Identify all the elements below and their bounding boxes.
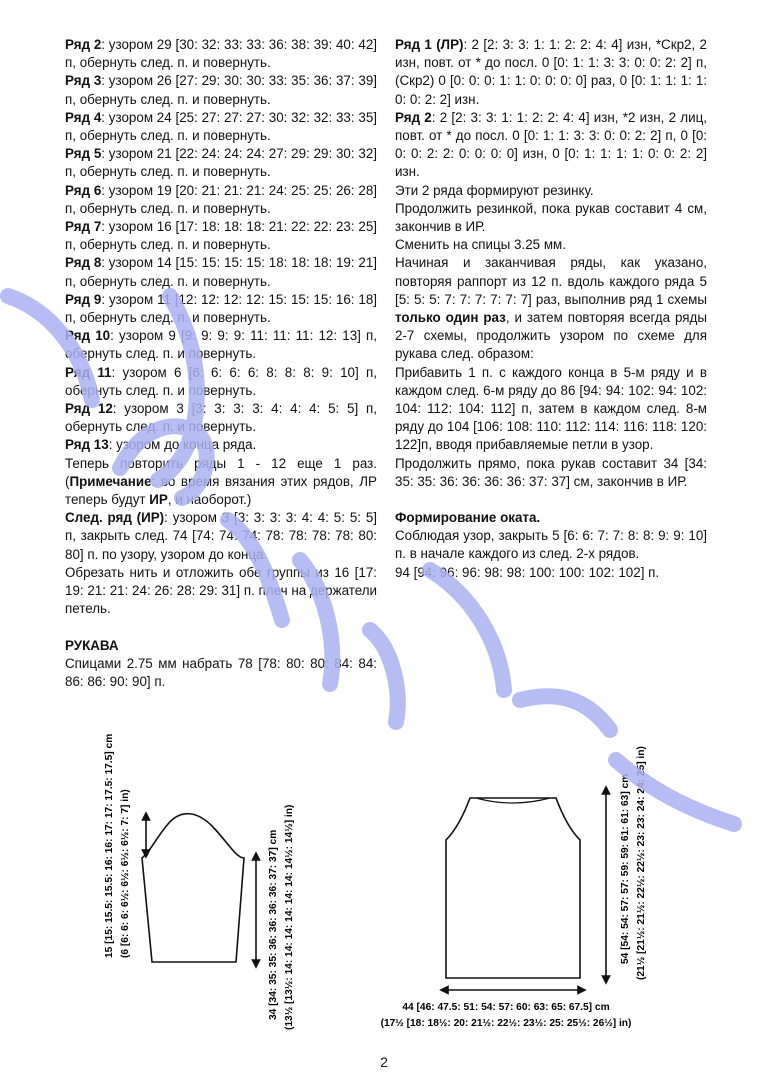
cap-title: Формирование оката. bbox=[395, 510, 541, 526]
row-13: Ряд 13: узором до конца ряда. bbox=[65, 437, 257, 453]
sleeve-outline bbox=[142, 814, 244, 962]
increase-instructions: Прибавить 1 п. с каждого конца в 5-м ряду и в каждом след. 6-м ряду до 86 [94: 94: 102: 94: 102: 104: 112: 104: 112] п, затем в каждом след. 8-м ряду до 104 [106: 108: 110: 112: 114: 116: 118: 120: 122]п, вводя прибавляемые петли в узор. bbox=[395, 364, 707, 453]
row-7: Ряд 7: узором 16 [17: 18: 18: 18: 21: 22: 22: 23: 25] п, обернуть след. п. и повернуть. bbox=[65, 219, 377, 253]
sleeve-length-cm: 34 [34: 35: 35: 36: 36: 36: 36: 37: 37] cm bbox=[268, 829, 279, 1020]
schematic-diagrams bbox=[0, 690, 768, 1050]
row-9: Ряд 9: узором 11 [12: 12: 12: 12: 15: 15: 15: 16: 18] п, обернуть след. п. и повернуть. bbox=[65, 291, 377, 326]
pattern-instructions: Начиная и заканчивая ряды, как указано, повторяя раппорт из 12 п. вдоль каждого ряда 5 [5: 5: 5: 7: 7: 7: 7: 7: 7] раз, выполнив ряд 1 схемы только один раз, и затем повторяя всегда ряды 2-7 схемы, продолжить узором по схеме для рукава след. образом: bbox=[395, 255, 707, 362]
row-6: Ряд 6: узором 19 [20: 21: 21: 21: 24: 25: 25: 26: 28] п, обернуть след. п. и повернуть. bbox=[65, 182, 377, 216]
row-10: Ряд 10: узором 9 [9: 9: 9: 9: 11: 11: 11: 12: 13] п, обернуть след. п. и повернуть. bbox=[65, 328, 378, 362]
body-width-cm: 44 [46: 47.5: 51: 54: 57: 60: 63: 65: 67.5] cm bbox=[402, 1002, 610, 1013]
sleeve-length-in: (13½ [13½: 14: 14: 14: 14: 14: 14: 14½: 14½] in) bbox=[284, 804, 295, 1030]
right-column bbox=[395, 36, 707, 582]
sleeve-cap-in: (6 [6: 6: 6: 6½: 6½: 6½: 6½: 7: 7] in) bbox=[120, 789, 131, 958]
rib-note: Эти 2 ряда формируют резинку. bbox=[395, 182, 594, 198]
repeat-note: Теперь повторить ряды 1 - 12 еще 1 раз. (Примечание: во время вязания этих рядов, ЛР теперь будут ИР, и наоборот.) bbox=[65, 455, 377, 508]
row-4: Ряд 4: узором 24 [25: 27: 27: 27: 30: 32: 32: 33: 35] п, обернуть след. п. и повернуть. bbox=[65, 109, 377, 144]
body-outline bbox=[446, 798, 580, 978]
change-needles: Сменить на спицы 3.25 мм. bbox=[395, 237, 566, 253]
rib-continue: Продолжить резинкой, пока рукав составит 4 см, закончив в ИР. bbox=[395, 200, 707, 235]
sleeves-cast-on: Спицами 2.75 мм набрать 78 [78: 80: 80: 84: 84: 86: 86: 90: 90] п. bbox=[65, 655, 377, 689]
continue-straight: Продолжить прямо, пока рукав составит 34 [34: 35: 35: 36: 36: 36: 36: 37: 37] см, закончив в ИР. bbox=[395, 455, 707, 489]
cut-thread: Обрезать нить и отложить обе группы из 16 [17: 19: 21: 21: 24: 26: 28: 29: 31] п. плеч на держатели петель. bbox=[65, 564, 377, 617]
body-length-cm: 54 [54: 54: 57: 57: 59: 59: 61: 61: 63] cm bbox=[620, 773, 631, 964]
body-width-in: (17½ [18: 18½: 20: 21½: 22½: 23½: 25: 25½: 26½] in) bbox=[380, 1018, 632, 1029]
sleeves-title: РУКАВА bbox=[65, 637, 119, 653]
rib-row-1: Ряд 1 (ЛР): 2 [2: 3: 3: 1: 1: 2: 2: 4: 4] изн, *Скр2, 2 изн, повт. от * до посл. 0 [0: 1: 1: 3: 3: 0: 0: 2: 2] п, (Скр2) 0 [0: 0: 0: 1: 1: 0: 0: 0: 0] раз, 0 [0: 1: 1: 1: 1: 0: 0: 2: 2] изн. bbox=[395, 37, 707, 107]
watermark-stroke bbox=[430, 570, 504, 690]
row-3: Ряд 3: узором 26 [27: 29: 30: 30: 33: 35: 36: 37: 39] п, обернуть след. п. и повернуть. bbox=[65, 73, 377, 107]
row-11: Ряд 11: узором 6 [6: 6: 6: 6: 8: 8: 8: 9: 10] п, обернуть след. п. и повернуть. bbox=[65, 364, 377, 398]
next-row: След. ряд (ИР): узором 3 [3: 3: 3: 3: 4: 4: 5: 5: 5] п, закрыть след. 74 [74: 74: 74: 78: 78: 78: 78: 80: 80] п. по узору, узором до конца. bbox=[65, 510, 377, 562]
page-number: 2 bbox=[380, 1054, 388, 1070]
row-12: Ряд 12: узором 3 [3: 3: 3: 3: 4: 4: 4: 5: 5] п, обернуть след. п. и повернуть. bbox=[65, 401, 377, 435]
body-length-in: (21½ [21½: 21½: 22½: 22½: 23: 23: 24: 24: 25] in) bbox=[636, 746, 647, 980]
cap-bindoff: Соблюдая узор, закрыть 5 [6: 6: 7: 7: 8: 8: 9: 9: 10] п. в начале каждого из след. 2-х рядов. bbox=[395, 528, 707, 562]
cap-stitch-count: 94 [94: 96: 96: 98: 98: 100: 100: 102: 102] п. bbox=[395, 564, 660, 580]
left-column bbox=[65, 36, 377, 691]
sleeve-cap-cm: 15 [15: 15.5: 15.5: 16: 16: 17: 17: 17.5: 17.5] cm bbox=[104, 733, 115, 958]
row-8: Ряд 8: узором 14 [15: 15: 15: 15: 18: 18: 18: 19: 21] п, обернуть след. п. и повернуть. bbox=[65, 255, 377, 289]
row-5: Ряд 5: узором 21 [22: 24: 24: 24: 27: 29: 29: 30: 32] п, обернуть след. п. и повернуть. bbox=[65, 146, 377, 180]
row-2: Ряд 2: узором 29 [30: 32: 33: 33: 36: 38: 39: 40: 42] п, обернуть след. п. и повернуть. bbox=[65, 37, 377, 71]
rib-row-2: Ряд 2: 2 [2: 3: 3: 1: 1: 2: 2: 4: 4] изн, *2 изн, 2 лиц, повт. от * до посл. 0 [0: 1: 1: 3: 3: 0: 0: 2: 2] п, 0 [0: 0: 0: 2: 2: 0: 0: 0: 0] изн, 0 [0: 1: 1: 1: 1: 0: 0: 2: 2] изн. bbox=[395, 109, 707, 180]
